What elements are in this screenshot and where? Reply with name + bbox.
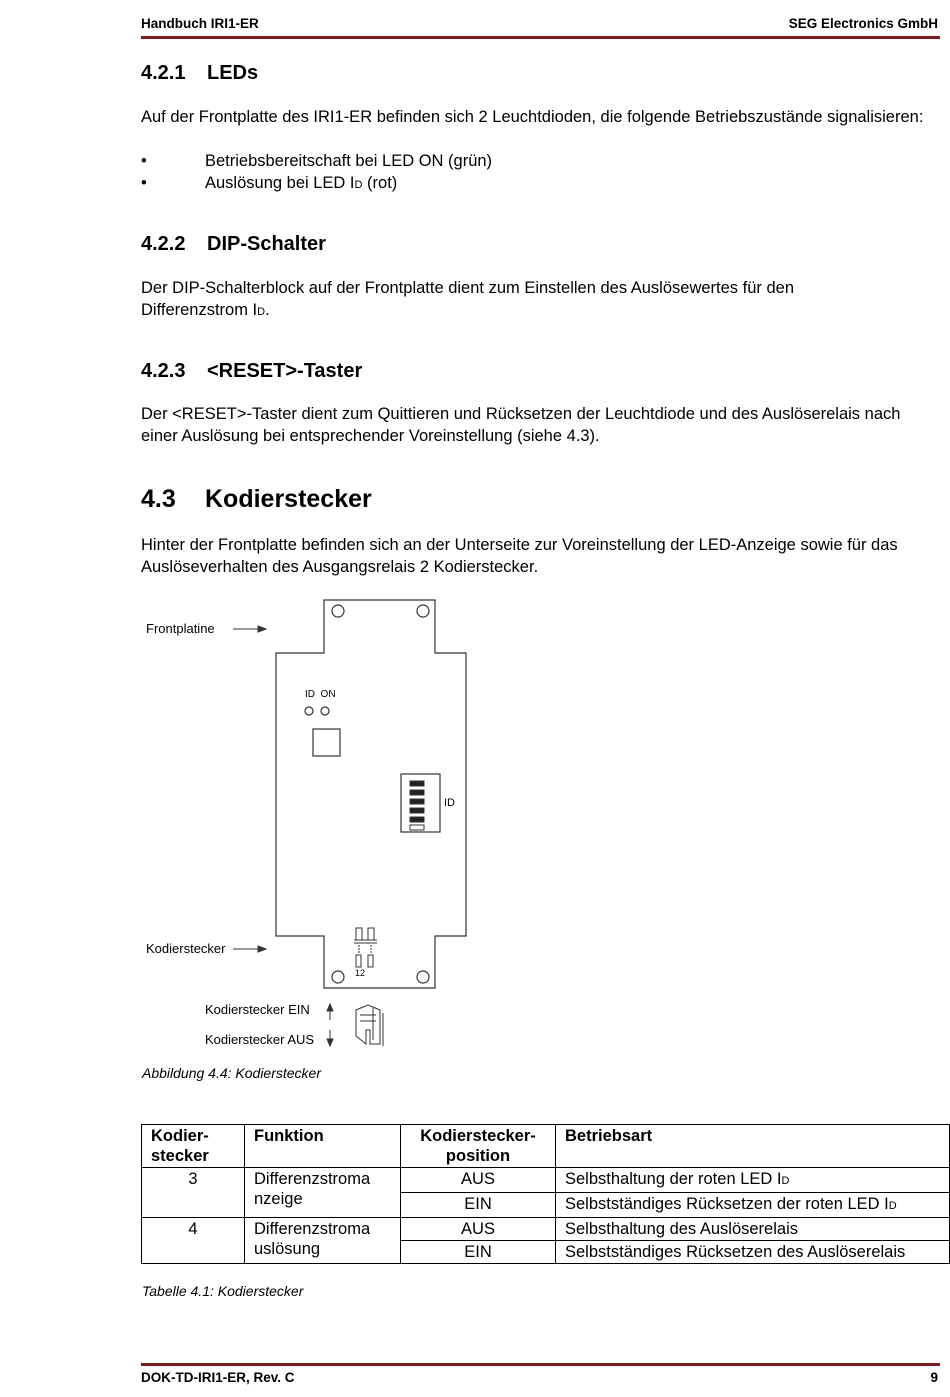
table-cell: EIN: [401, 1241, 556, 1264]
heading-number: 4.2.3: [141, 360, 186, 382]
bullet-text: Auslösung bei LED ID (rot): [205, 174, 398, 192]
label-kodierstecker: Kodierstecker: [146, 941, 226, 956]
label-pins: 12: [355, 968, 366, 978]
footer-rule: [141, 1363, 940, 1366]
label-kodierstecker-aus: Kodierstecker AUS: [205, 1032, 315, 1047]
heading-title: Kodierstecker: [205, 485, 372, 513]
label-id-on: ID ON: [305, 689, 336, 700]
table-header-row: [142, 1125, 950, 1168]
label-dip-id: ID: [444, 797, 455, 809]
heading-title: DIP-Schalter: [207, 233, 326, 255]
board-outline: [276, 600, 466, 988]
heading-title: <RESET>-Taster: [207, 360, 363, 382]
connector-icon: [356, 1005, 383, 1046]
table-cell: Selbsthaltung der roten LED ID: [556, 1168, 950, 1193]
label-kodierstecker-ein: Kodierstecker EIN: [205, 1002, 310, 1017]
header-left: Handbuch IRI1-ER: [141, 16, 259, 31]
label-frontplatine: Frontplatine: [146, 621, 215, 636]
heading-number: 4.2.1: [141, 62, 186, 84]
table-kodierstecker: [141, 1124, 950, 1264]
table-cell: Differenzstroma nzeige: [245, 1168, 401, 1218]
table-cell: Differenzstroma uslösung: [245, 1218, 401, 1264]
table-cell: 4: [142, 1218, 245, 1264]
paragraph-reset: Der <RESET>-Taster dient zum Quittieren und Rücksetzen der Leuchtdiode und des Auslöserelais nach einer Auslösung bei entsprechender Voreinstellung (siehe 4.3).: [141, 405, 901, 445]
heading-title: LEDs: [207, 62, 259, 84]
bullet-text: Betriebsbereitschaft bei LED ON (grün): [205, 152, 493, 170]
table-cell: Selbstständiges Rücksetzen der roten LED ID: [556, 1193, 950, 1218]
table-caption: Tabelle 4.1: Kodierstecker: [142, 1283, 304, 1299]
table-cell: 3: [142, 1168, 245, 1218]
led-id-icon: [305, 707, 313, 715]
table-row: [142, 1168, 950, 1193]
page-number: 9: [930, 1370, 938, 1385]
mount-hole: [417, 971, 429, 983]
mount-hole: [417, 605, 429, 617]
paragraph-kodierstecker: Hinter der Frontplatte befinden sich an der Unterseite zur Voreinstellung der LED-Anzeige sowie für das Auslöseverhalten des Ausgangsrelais 2 Kodierstecker.: [141, 536, 898, 576]
table-cell: EIN: [401, 1193, 556, 1218]
table-cell: Selbsthaltung des Auslöserelais: [556, 1218, 950, 1241]
column-header: Kodier- stecker: [142, 1125, 245, 1168]
table-cell: AUS: [401, 1218, 556, 1241]
heading-number: 4.2.2: [141, 233, 186, 255]
table-cell: Selbstständiges Rücksetzen des Auslöserelais: [556, 1241, 950, 1264]
heading-number: 4.3: [141, 485, 176, 513]
paragraph-leds: Auf der Frontplatte des IRI1-ER befinden sich 2 Leuchtdioden, die folgende Betriebszustände signalisieren:: [141, 108, 924, 126]
jumper-icon: [368, 928, 374, 940]
footer-left: DOK-TD-IRI1-ER, Rev. C: [141, 1370, 295, 1385]
bullet-icon: •: [141, 152, 147, 170]
mount-hole: [332, 971, 344, 983]
figure-caption: Abbildung 4.4: Kodierstecker: [142, 1065, 321, 1081]
jumper-icon: [356, 928, 362, 940]
column-header: Betriebsart: [556, 1125, 950, 1168]
header-right: SEG Electronics GmbH: [788, 16, 938, 31]
column-header: Kodierstecker- position: [401, 1125, 556, 1168]
bullet-icon: •: [141, 174, 147, 192]
mount-hole: [332, 605, 344, 617]
paragraph-dip: Der DIP-Schalterblock auf der Frontplatte dient zum Einstellen des Auslösewertes für den Differenzstrom ID.: [141, 279, 794, 319]
table-row: [142, 1218, 950, 1241]
reset-button-icon: [313, 729, 340, 756]
column-header: Funktion: [245, 1125, 401, 1168]
table-cell: AUS: [401, 1168, 556, 1193]
led-on-icon: [321, 707, 329, 715]
